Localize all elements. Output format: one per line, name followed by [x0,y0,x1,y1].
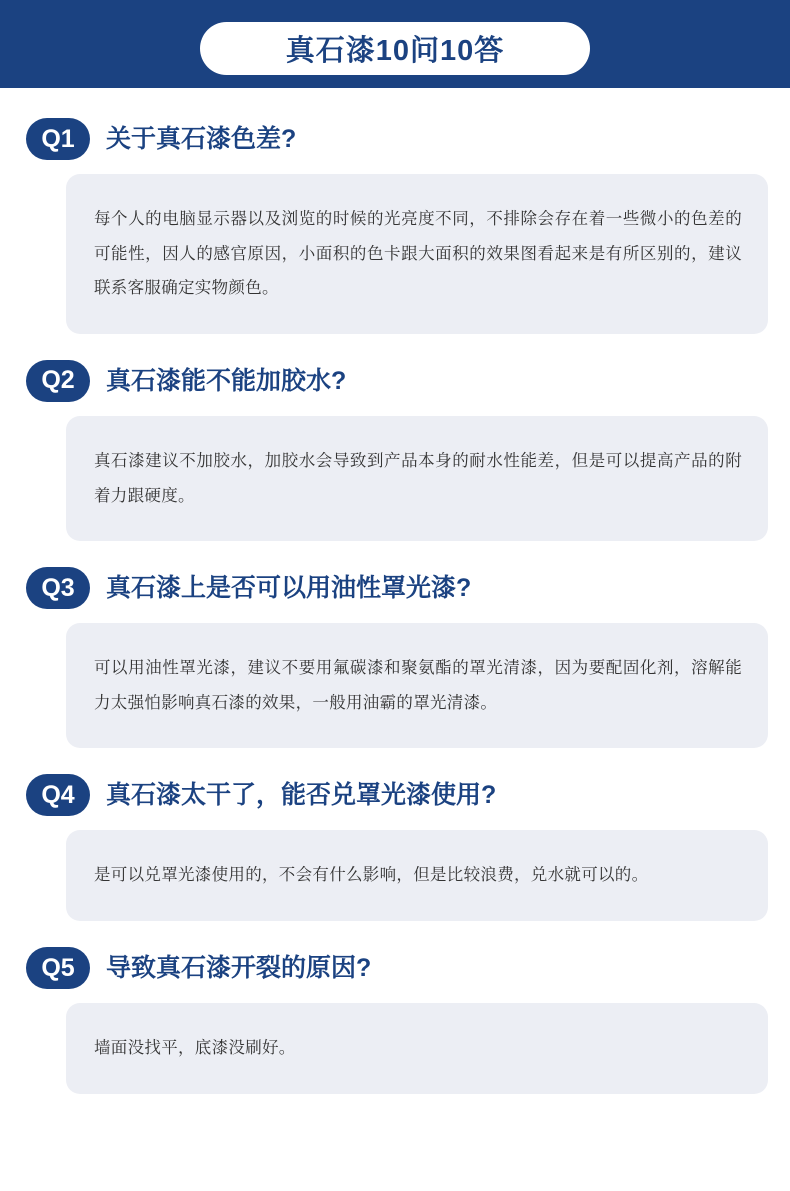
answer-panel [66,416,768,541]
qa-header [0,774,790,816]
question-badge: Q4 [26,774,90,816]
qa-header [0,118,790,160]
answer-panel [66,623,768,748]
title-pill [200,22,590,75]
question-badge: Q5 [26,947,90,989]
answer-text: 可以用油性罩光漆，建议不要用氟碳漆和聚氨酯的罩光清漆，因为要配固化剂，溶解能力太强怕影响真石漆的效果，一般用油霸的罩光清漆。 [94,659,742,712]
answer-panel [66,830,768,921]
answer-text: 是可以兑罩光漆使用的，不会有什么影响，但是比较浪费，兑水就可以的。 [94,866,649,885]
question-title: 真石漆上是否可以用油性罩光漆? [106,574,472,603]
qa-item [0,774,790,921]
answer-panel [66,174,768,334]
qa-list [0,118,790,1094]
page-title: 真石漆10问10答 [285,35,505,67]
answer-text: 真石漆建议不加胶水，加胶水会导致到产品本身的耐水性能差，但是可以提高产品的附着力跟硬度。 [94,451,742,505]
question-title: 真石漆太干了，能否兑罩光漆使用? [106,781,497,810]
answer-text: 墙面没找平，底漆没刷好。 [94,1039,296,1058]
qa-header [0,360,790,402]
answer-panel [66,1003,768,1094]
qa-header [0,947,790,989]
qa-item [0,567,790,748]
question-badge: Q1 [26,118,90,160]
question-title: 真石漆能不能加胶水? [106,366,347,395]
qa-item [0,360,790,541]
question-title: 关于真石漆色差? [106,125,297,153]
question-badge: Q3 [26,567,90,609]
qa-item [0,947,790,1094]
question-badge: Q2 [26,360,90,402]
qa-item [0,118,790,334]
qa-header [0,567,790,609]
answer-text: 每个人的电脑显示器以及浏览的时候的光亮度不同，不排除会存在着一些微小的色差的可能性，因人的感官原因，小面积的色卡跟大面积的效果图看起来是有所区别的，建议联系客服确定实物颜色。 [94,210,742,298]
header-banner [0,0,790,88]
question-title: 导致真石漆开裂的原因? [106,954,372,983]
